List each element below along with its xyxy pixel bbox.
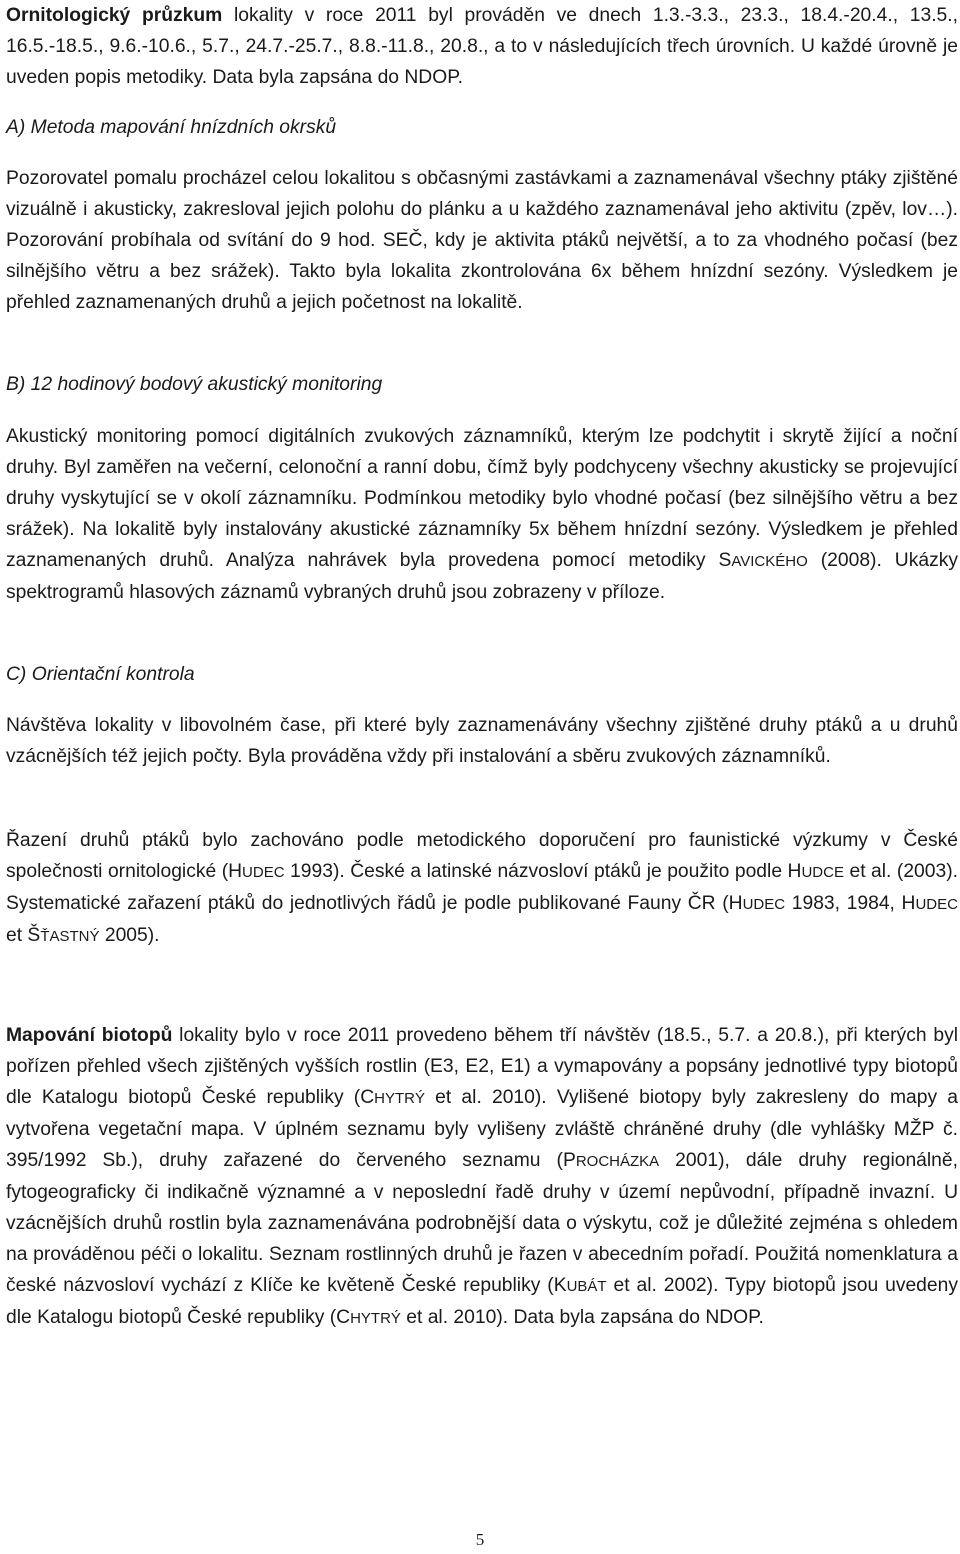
biotope-text-4: et al. 2002). Typy biotopů jsou uvedeny dle Katalogu biotopů České republiky (C [6, 1275, 958, 1328]
biotope-text-3: 2001), dále druhy regionálně, fytogeograficky či indikačně významné a v neposlední řadě druhy v území nepůvodní, případně invazní. U vzácnějších druhů rostlin byla zaznamenávána podrobnější data o výskytu, což je důležité zejména s ohledem na prováděnou péči o lokalitu. Seznam rostlinných druhů je řazen v abecedním pořadí. Použitá nomenklatura a české názvosloví vychází z Klíče ke květeně České republiky (K [6, 1150, 958, 1296]
page-number: 5 [475, 1530, 485, 1549]
biotope-text-5: et al. 2010). Data byla zapsána do NDOP. [400, 1307, 764, 1328]
author-hudce: UDCE [801, 864, 844, 881]
ordering-paragraph [6, 825, 958, 952]
biotope-mapping-paragraph [6, 1020, 958, 1334]
author-savicky: AVICKÉHO [731, 553, 808, 570]
ornithology-intro-paragraph [6, 0, 958, 93]
section-b-paragraph [6, 421, 958, 608]
author-chytry-1: HYTRÝ [374, 1090, 425, 1107]
author-hudec-2: UDEC [742, 896, 786, 913]
ornithology-intro-text: lokality v roce 2011 byl prováděn ve dnech 1.3.-3.3., 23.3., 18.4.-20.4., 13.5., 16.5.-18.5., 9.6.-10.6., 5.7., 24.7.-25.7., 8.8.-11.8., 20.8., a to v následujících třech úrovních. U každé úrovně je uveden popis metodiky. Data byla zapsána do NDOP. [6, 5, 958, 88]
ordering-text-5: et Š [6, 925, 41, 946]
biotope-text-1: lokality bylo v roce 2011 provedeno během tří návštěv (18.5., 5.7. a 20.8.), při kterých byl pořízen přehled všech zjištěných vyšších rostlin (E3, E2, E1) a vymapovány a popsány jednotlivé typy biotopů dle Katalogu biotopů České republiky (C [6, 1025, 958, 1108]
biotope-mapping-title: Mapování biotopů [6, 1025, 173, 1046]
ornithology-title: Ornitologický průzkum [6, 5, 223, 26]
section-a-heading: A) Metoda mapování hnízdních okrsků [6, 117, 337, 138]
author-stastny: ŤASTNÝ [40, 928, 100, 945]
author-kubat: UBÁT [566, 1278, 607, 1295]
ordering-text-4: 1983, 1984, H [785, 893, 916, 914]
section-b-text-2: (2008). Ukázky spektrogramů hlasových záznamů vybraných druhů jsou zobrazeny v příloze. [6, 550, 958, 603]
author-chytry-2: HYTRÝ [350, 1310, 401, 1327]
biotope-text-2: et al. 2010). Vylišené biotopy byly zakresleny do mapy a vytvořena vegetační mapa. V úplném seznamu byly vylišeny zvláště chráněné druhy (dle vyhlášky MŽP č. 395/1992 Sb.), druhy zařazené do červeného seznamu (P [6, 1087, 958, 1171]
ordering-text-1: Řazení druhů ptáků bylo zachováno podle metodického doporučení pro faunistické výzkumy v České společnosti ornitologické (H [6, 830, 958, 882]
author-hudec-1: UDEC [242, 864, 285, 881]
section-b-heading: B) 12 hodinový bodový akustický monitoring [6, 374, 383, 395]
section-a-paragraph: Pozorovatel pomalu procházel celou lokalitou s občasnými zastávkami a zaznamenával všechny ptáky zjištěné vizuálně i akusticky, zakresloval jejich polohu do plánku a u každého zaznamenával jeho aktivitu (zpěv, lov…). Pozorování probíhala od svítání do 9 hod. SEČ, kdy je aktivita ptáků největší, a to za vhodného počasí (bez silnějšího větru a bez srážek). Takto byla lokalita zkontrolována 6x během hnízdní sezóny. Výsledkem je přehled zaznamenaných druhů a jejich početnost na lokalitě. [6, 168, 958, 313]
author-hudec-3: UDEC [915, 896, 958, 913]
author-prochazka: ROCHÁZKA [575, 1153, 660, 1170]
section-b-text-1: Akustický monitoring pomocí digitálních zvukových záznamníků, kterým lze podchytit i skrytě žijící a noční druhy. Byl zaměřen na večerní, celonoční a ranní dobu, čímž byly podchyceny všechny akusticky se projevující druhy vyskytující se v okolí záznamníku. Podmínkou metodiky bylo vhodné počasí (bez silnějšího větru a bez srážek). Na lokalitě byly instalovány akustické záznamníky 5x během hnízdní sezóny. Výsledkem je přehled zaznamenaných druhů. Analýza nahrávek byla provedena pomocí metodiky S [6, 426, 958, 571]
section-c-paragraph: Návštěva lokality v libovolném čase, při které byly zaznamenávány všechny zjištěné druhy ptáků a u druhů vzácnějších též jejich počty. Byla prováděna vždy při instalování a sběru zvukových záznamníků. [6, 715, 958, 767]
ordering-text-2: 1993). České a latinské názvosloví ptáků je použito podle H [284, 861, 802, 882]
ordering-text-3: et al. (2003). Systematické zařazení ptáků do jednotlivých řádů je podle publikované Fauny ČR (H [6, 861, 958, 914]
section-c-heading: C) Orientační kontrola [6, 664, 195, 685]
ordering-text-6: 2005). [99, 925, 160, 946]
